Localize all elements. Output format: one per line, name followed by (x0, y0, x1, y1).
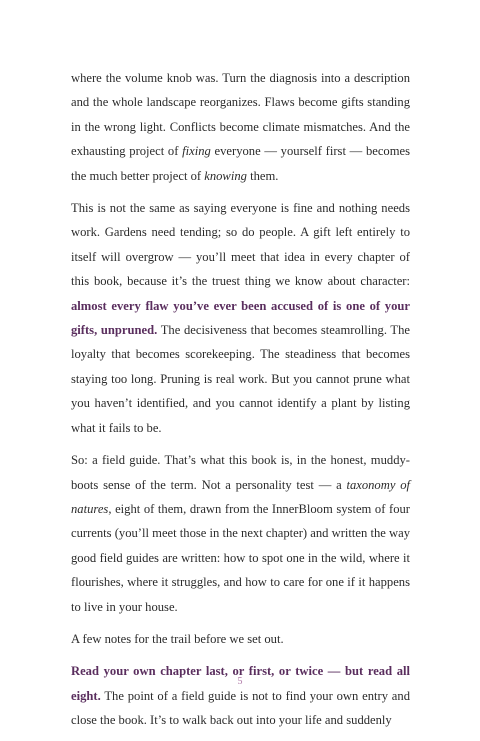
text-run: everyone — yourself first — becomes the much better project of (71, 144, 411, 183)
text-run: where the volume knob was. Turn the diagnosis into a description and the whole landscape reorganizes. Flaws become gifts standing in the wrong light. Conflicts become climate mismatches. And the exhausting project of (71, 71, 410, 159)
emphasis-text: knowing (204, 168, 247, 183)
text-run: A few notes for the trail before we set out. (71, 631, 284, 646)
highlight-text: Read your own chapter last, or first, or twice — but read all eight. (71, 664, 410, 703)
text-run: them. (246, 168, 279, 183)
paragraph (71, 627, 410, 651)
body-text (71, 66, 410, 741)
paragraph (71, 659, 410, 732)
text-run: The decisiveness that becomes steamrolling. The loyalty that becomes scorekeeping. The steadiness that becomes staying too long. Pruning is real work. But you cannot prune what you haven’t identified, and you cannot identify a plant by listing what it fails to be. (71, 323, 411, 435)
paragraph (71, 66, 410, 188)
text-run: The point of a field guide is not to find your own entry and close the book. It’s to walk back out into your life and suddenly (71, 688, 410, 728)
emphasis-text: taxonomy of natures (71, 477, 410, 516)
highlight-text: almost every flaw you’ve ever been accused of is one of your gifts, unpruned. (71, 298, 410, 338)
text-run: , eight of them, drawn from the InnerBloom system of four currents (you’ll meet those in the next chapter) and written the way good field guides are written: how to spot one in the wild, where it flourishes, where it struggles, and how to care for one if it happens to live in your house. (71, 501, 410, 614)
emphasis-text: fixing (182, 144, 211, 159)
paragraph (71, 448, 410, 619)
text-run: So: a field guide. That’s what this book is, in the honest, muddy-boots sense of the term. Not a personality test — a (71, 453, 410, 492)
text-run: This is not the same as saying everyone is fine and nothing needs work. Gardens need tending; so do people. A gift left entirely to itself will overgrow — you’ll meet that idea in every chapter of this book, because it’s the truest thing we know about character: (71, 201, 410, 289)
paragraph (71, 196, 410, 440)
page-number: 5 (237, 676, 243, 687)
